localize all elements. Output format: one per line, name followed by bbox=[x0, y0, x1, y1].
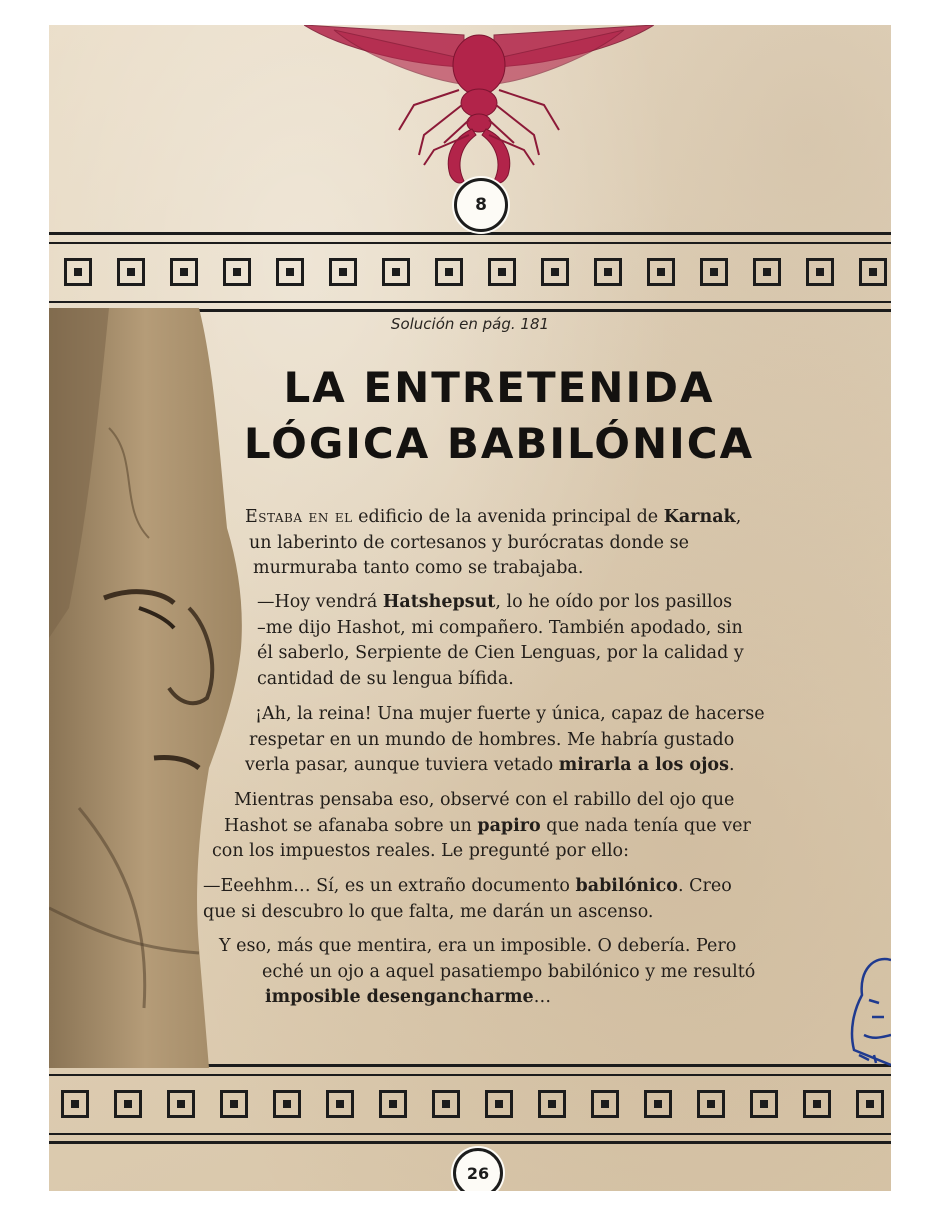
bold-term: imposible desengancharme bbox=[265, 987, 534, 1007]
text-run: , bbox=[735, 507, 742, 527]
text-run: que nada tenía que ver bbox=[540, 815, 751, 836]
paragraph-line: un laberinto de cortesanos y burócratas donde se bbox=[249, 532, 689, 553]
paragraph-line: murmuraba tanto como se trabajaba. bbox=[253, 558, 584, 578]
bold-term: babilónico bbox=[575, 876, 678, 896]
text-run: … bbox=[533, 987, 552, 1007]
solution-note: Solución en pág. 181 bbox=[390, 315, 550, 333]
title-line-2: LÓGICA BABILÓNICA bbox=[243, 419, 755, 468]
paragraph-line bbox=[245, 753, 765, 779]
paragraph-line bbox=[203, 874, 732, 900]
lead-in-text: Estaba en el bbox=[245, 507, 353, 527]
paragraph-2 bbox=[257, 590, 744, 692]
text-run: . Creo bbox=[677, 876, 732, 896]
text-run: verla pasar, aunque tuviera vetado bbox=[245, 755, 559, 775]
paragraph-line: que si descubro lo que falta, me darán un ascenso. bbox=[203, 901, 654, 922]
paragraph-line bbox=[212, 814, 751, 840]
chapter-number: 8 bbox=[475, 195, 487, 215]
bold-term: Karnak bbox=[663, 507, 736, 527]
paragraph-line: Y eso, más que mentira, era un imposible. O debería. Pero bbox=[219, 936, 737, 956]
text-run: —Hoy vendrá bbox=[257, 592, 383, 612]
paragraph-line bbox=[257, 590, 744, 616]
bold-term: mirarla a los ojos bbox=[558, 755, 729, 775]
paragraph-5 bbox=[203, 874, 732, 925]
paragraph-line bbox=[245, 505, 741, 531]
text-run: edificio de la avenida principal de bbox=[352, 507, 664, 527]
paragraph-line: él saberlo, Serpiente de Cien Lenguas, por la calidad y bbox=[257, 643, 744, 663]
pharaoh-sketch-icon bbox=[844, 955, 891, 1070]
paragraph-line: –me dijo Hashot, mi compañero. También apodado, sin bbox=[257, 617, 743, 638]
text-run: , lo he oído por los pasillos bbox=[495, 592, 733, 612]
title-line-1: LA ENTRETENIDA bbox=[283, 363, 715, 412]
paragraph-line: Mientras pensaba eso, observé con el rabillo del ojo que bbox=[234, 790, 735, 810]
beetle-illustration bbox=[304, 25, 654, 200]
book-page bbox=[49, 25, 891, 1191]
top-decorative-border bbox=[49, 232, 891, 312]
paragraph-3 bbox=[245, 702, 765, 779]
paragraph-line: ¡Ah, la reina! Una mujer fuerte y única, capaz de hacerse bbox=[255, 704, 765, 724]
paragraph-4 bbox=[212, 788, 751, 865]
text-run: Hashot se afanaba sobre un bbox=[224, 815, 478, 836]
paragraph-1 bbox=[245, 505, 741, 582]
page-number-badge bbox=[453, 1148, 503, 1191]
bold-term: papiro bbox=[477, 815, 541, 836]
page-title bbox=[199, 360, 799, 472]
bold-term: Hatshepsut bbox=[382, 592, 496, 612]
text-run: —Eeehhm… Sí, es un extraño documento bbox=[203, 876, 576, 896]
text-run: . bbox=[728, 755, 735, 775]
paragraph-6 bbox=[219, 934, 755, 1011]
bottom-decorative-border bbox=[49, 1064, 891, 1144]
chapter-number-badge bbox=[454, 178, 508, 232]
paragraph-line: respetar en un mundo de hombres. Me habría gustado bbox=[249, 729, 735, 750]
paragraph-line: con los impuestos reales. Le pregunté por ello: bbox=[212, 841, 629, 861]
paragraph-line bbox=[219, 985, 755, 1011]
paragraph-line: cantidad de su lengua bífida. bbox=[257, 668, 514, 689]
paragraph-line: eché un ojo a aquel pasatiempo babilónico y me resultó bbox=[262, 961, 756, 982]
page-number: 26 bbox=[466, 1163, 490, 1183]
